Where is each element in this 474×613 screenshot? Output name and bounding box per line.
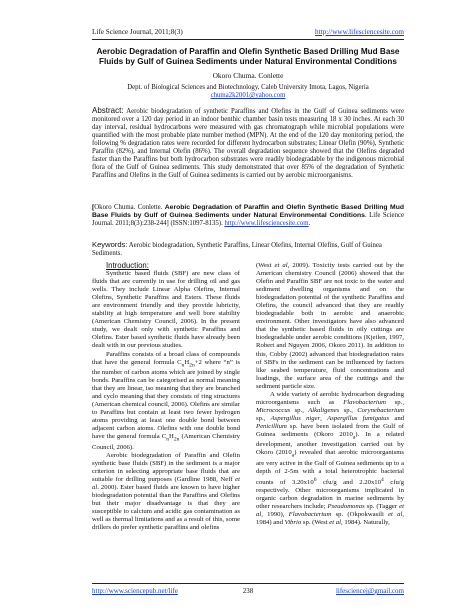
journal-url-link[interactable]: http://www.lifesciencesite.com	[315, 28, 404, 36]
affiliation-block	[92, 84, 404, 101]
left-column	[92, 262, 240, 532]
intro-paragraph-1: Synthetic based fluids (SBF) are new class of fluids that are currently in use for drilling oil and gas wells. They include Linear Alpha Olefins, Internal Olefins, Synthetic Paraffins and Esters. These fluids are environment friendly and they provide lubricity, stability at high temperature and well bore stability (American Chemistry Council, 2006). In the present study, we dealt only with synthetic Paraffins and Olefins. Ester based synthetic fluids have already been dealt with in our previous studies.	[92, 270, 240, 350]
header-rule	[92, 39, 404, 40]
footer-url-link[interactable]: http://www.sciencepub.net/life	[92, 587, 178, 595]
keywords-text: Aerobic biodegradation, Synthetic Paraffins, Linear Olefins, Internal Olefins, Gulf of Guinea Sediments.	[92, 242, 382, 258]
citation-bracket: [	[92, 204, 95, 211]
affiliation: Dept. of Biological Sciences and Biotechnology, Caleb University Imota, Lagos, Nigeria	[127, 84, 369, 91]
footer-email-link[interactable]: lifesciencej@gmail.com	[335, 587, 404, 595]
abstract-label: Abstract:	[92, 106, 124, 115]
abstract	[92, 107, 404, 180]
paper-title: Aerobic Degradation of Paraffin and Olefin Synthetic Based Drilling Mud Base Fluids by Gulf of Guinea Sediments under Natural Environmental Conditions	[96, 47, 400, 66]
author-email-link[interactable]: chuma2k2001@yahoo.com	[210, 92, 286, 100]
intro-paragraph-2: Paraffins consists of a broad class of compounds that have the general formula $C_nH_{2n}+2$ where “n” is the number of carbon atoms which are joined by single bonds. Paraffins can be categorised as normal meaning that they are linear, iso meaning that they are branched and cyclo meaning that they consists of ring structures (American chemical council, 2006). Olefins are similar to Paraffins but contain at least two fewer hydrogen atoms providing at least one double bond between adjacent carbon atoms. Olefins with one double bond have the general formula $C_nH_{2n}$ (American Chemistry Council, 2006).	[92, 350, 240, 451]
citation-author: Okoro Chuma. Conlette.	[94, 204, 165, 211]
keywords-label: Keywords:	[92, 240, 128, 249]
keywords	[92, 241, 404, 258]
journal-citation: Life Science Journal, 2011;8(3)	[92, 28, 183, 36]
intro-paragraph-3: Aerobic biodegradation of Paraffin and Olefin synthetic base fluids (SBF) in the sediment is a major criterion in selecting appropriate base fluids that are suitable for drilling purposes (Gardline 1988, Neff et al. 2000). Ester based fluids are known to have higher biodegradation potential than the Paraffins and Olefins but their major disadvantage is that they are susceptible to calcium and acidic gas contamination as well as thermal limitations and as a result of this, some drillers do prefer synthetic paraffins and olefins	[92, 451, 240, 532]
citation-block	[92, 204, 404, 228]
footer-rule	[92, 583, 404, 584]
page-number: 238	[242, 587, 254, 595]
right-paragraph-1: (West et al, 2009). Toxicity tests carried out by the American chemistry Council (2006) showed that the Olefin and Paraffin SBF are not toxic to the water and sediment dwelling organisms and on the biodegradation potential of the synthetic Paraffins and Olefins, the council advanced that they are readily biodegradable both in aerobic and anaerobic environment. Other investigators have also advanced that the synthetic based fluids in oily cuttings are biodegradable under aerobic conditions (Kjeilen, 1997, Robert and Nguyen 2006, Okoro 2011). In addition to this, Cobby (2002) advanced that biodegradation rates of SBFs in the sediment can be influenced by factors like seabed temperature, fluid concentrations and loadings, the surface area of the cuttings and the sediment particle size.	[256, 262, 405, 390]
citation-source: . Life Science Journal. 2011;8(3):238-244] (ISSN:1097-8135).	[92, 212, 404, 228]
introduction-heading: Introduction:	[106, 261, 149, 270]
right-column	[256, 262, 404, 527]
citation-title: Aerobic Degradation of Paraffin and Olefin Synthetic Based Drilling Mud Base Fluids by Gulf of Guinea Sediments under Natural Environmental Conditions	[92, 204, 404, 220]
author-name: Okoro Chuma. Conlette	[212, 71, 284, 80]
abstract-text: Aerobic biodegradation of synthetic Paraffins and Olefins in the Gulf of Guinea sediments were monitored over a 120 day period in an indoor benthic chamber basin tests measuring 18 x 30 inches. At each 30 day interval, residual hydrocarbons were measured with gas chromatograph while microbial populations were quantified with the most probable plate number method (MPN). At the end of the 120 day monitoring period, the following % degradation rates were recorded for different hydrocarbon substrates; Linear Olefin (90%), Synthetic Paraffin (82%), and Internal Olefin (86%). The overall degradation sequence showed that the Olefins degraded faster than the Paraffins but both hydrocarbon substrates were readily biodegradable by the indigenous microbial flora of the Gulf of Guinea sediments. This study demonstrated that over 85% of the degradation of Synthetic Paraffins and Olefins in the Gulf of Guinea sediments is carried out by aerobic microorganisms.	[92, 108, 404, 180]
right-paragraph-2: A wide variety of aerobic hydrocarbon degrading microorganisms such as Flavobacterium sp., Micrococcus sp., Alkaligenes sp., Corynebacterium sp., Aspergillus niger, Aspergillus fumigatus and Penicillium sp. have been isolated from the Gulf of Guinea sediments (Okoro $2010_a$). In a related development, another investigation carried out by Okoro $(2010_a)$ revealed that aerobic microorganisms are very active in the Gulf of Guinea sediments up to a depth of 2-5m with a total heterotrophic bacterial counts of $3.20x10^6$ cfu/g and $2.20x10^4$ cfu/g respectively. Other microorganisms implicated in organic carbon degradation in marine sediments by other researchers include; Pseudomonas sp. (Tagger et al, 1990), Flavobacterium sp. (Okpokwasili et al, 1984) and Vibrio sp. (West et al, 1984). Naturally,	[256, 390, 405, 527]
citation-link[interactable]: http://www.lifesciencesite.com	[224, 220, 309, 228]
running-footer	[92, 587, 404, 597]
citation-end: .	[308, 220, 311, 228]
